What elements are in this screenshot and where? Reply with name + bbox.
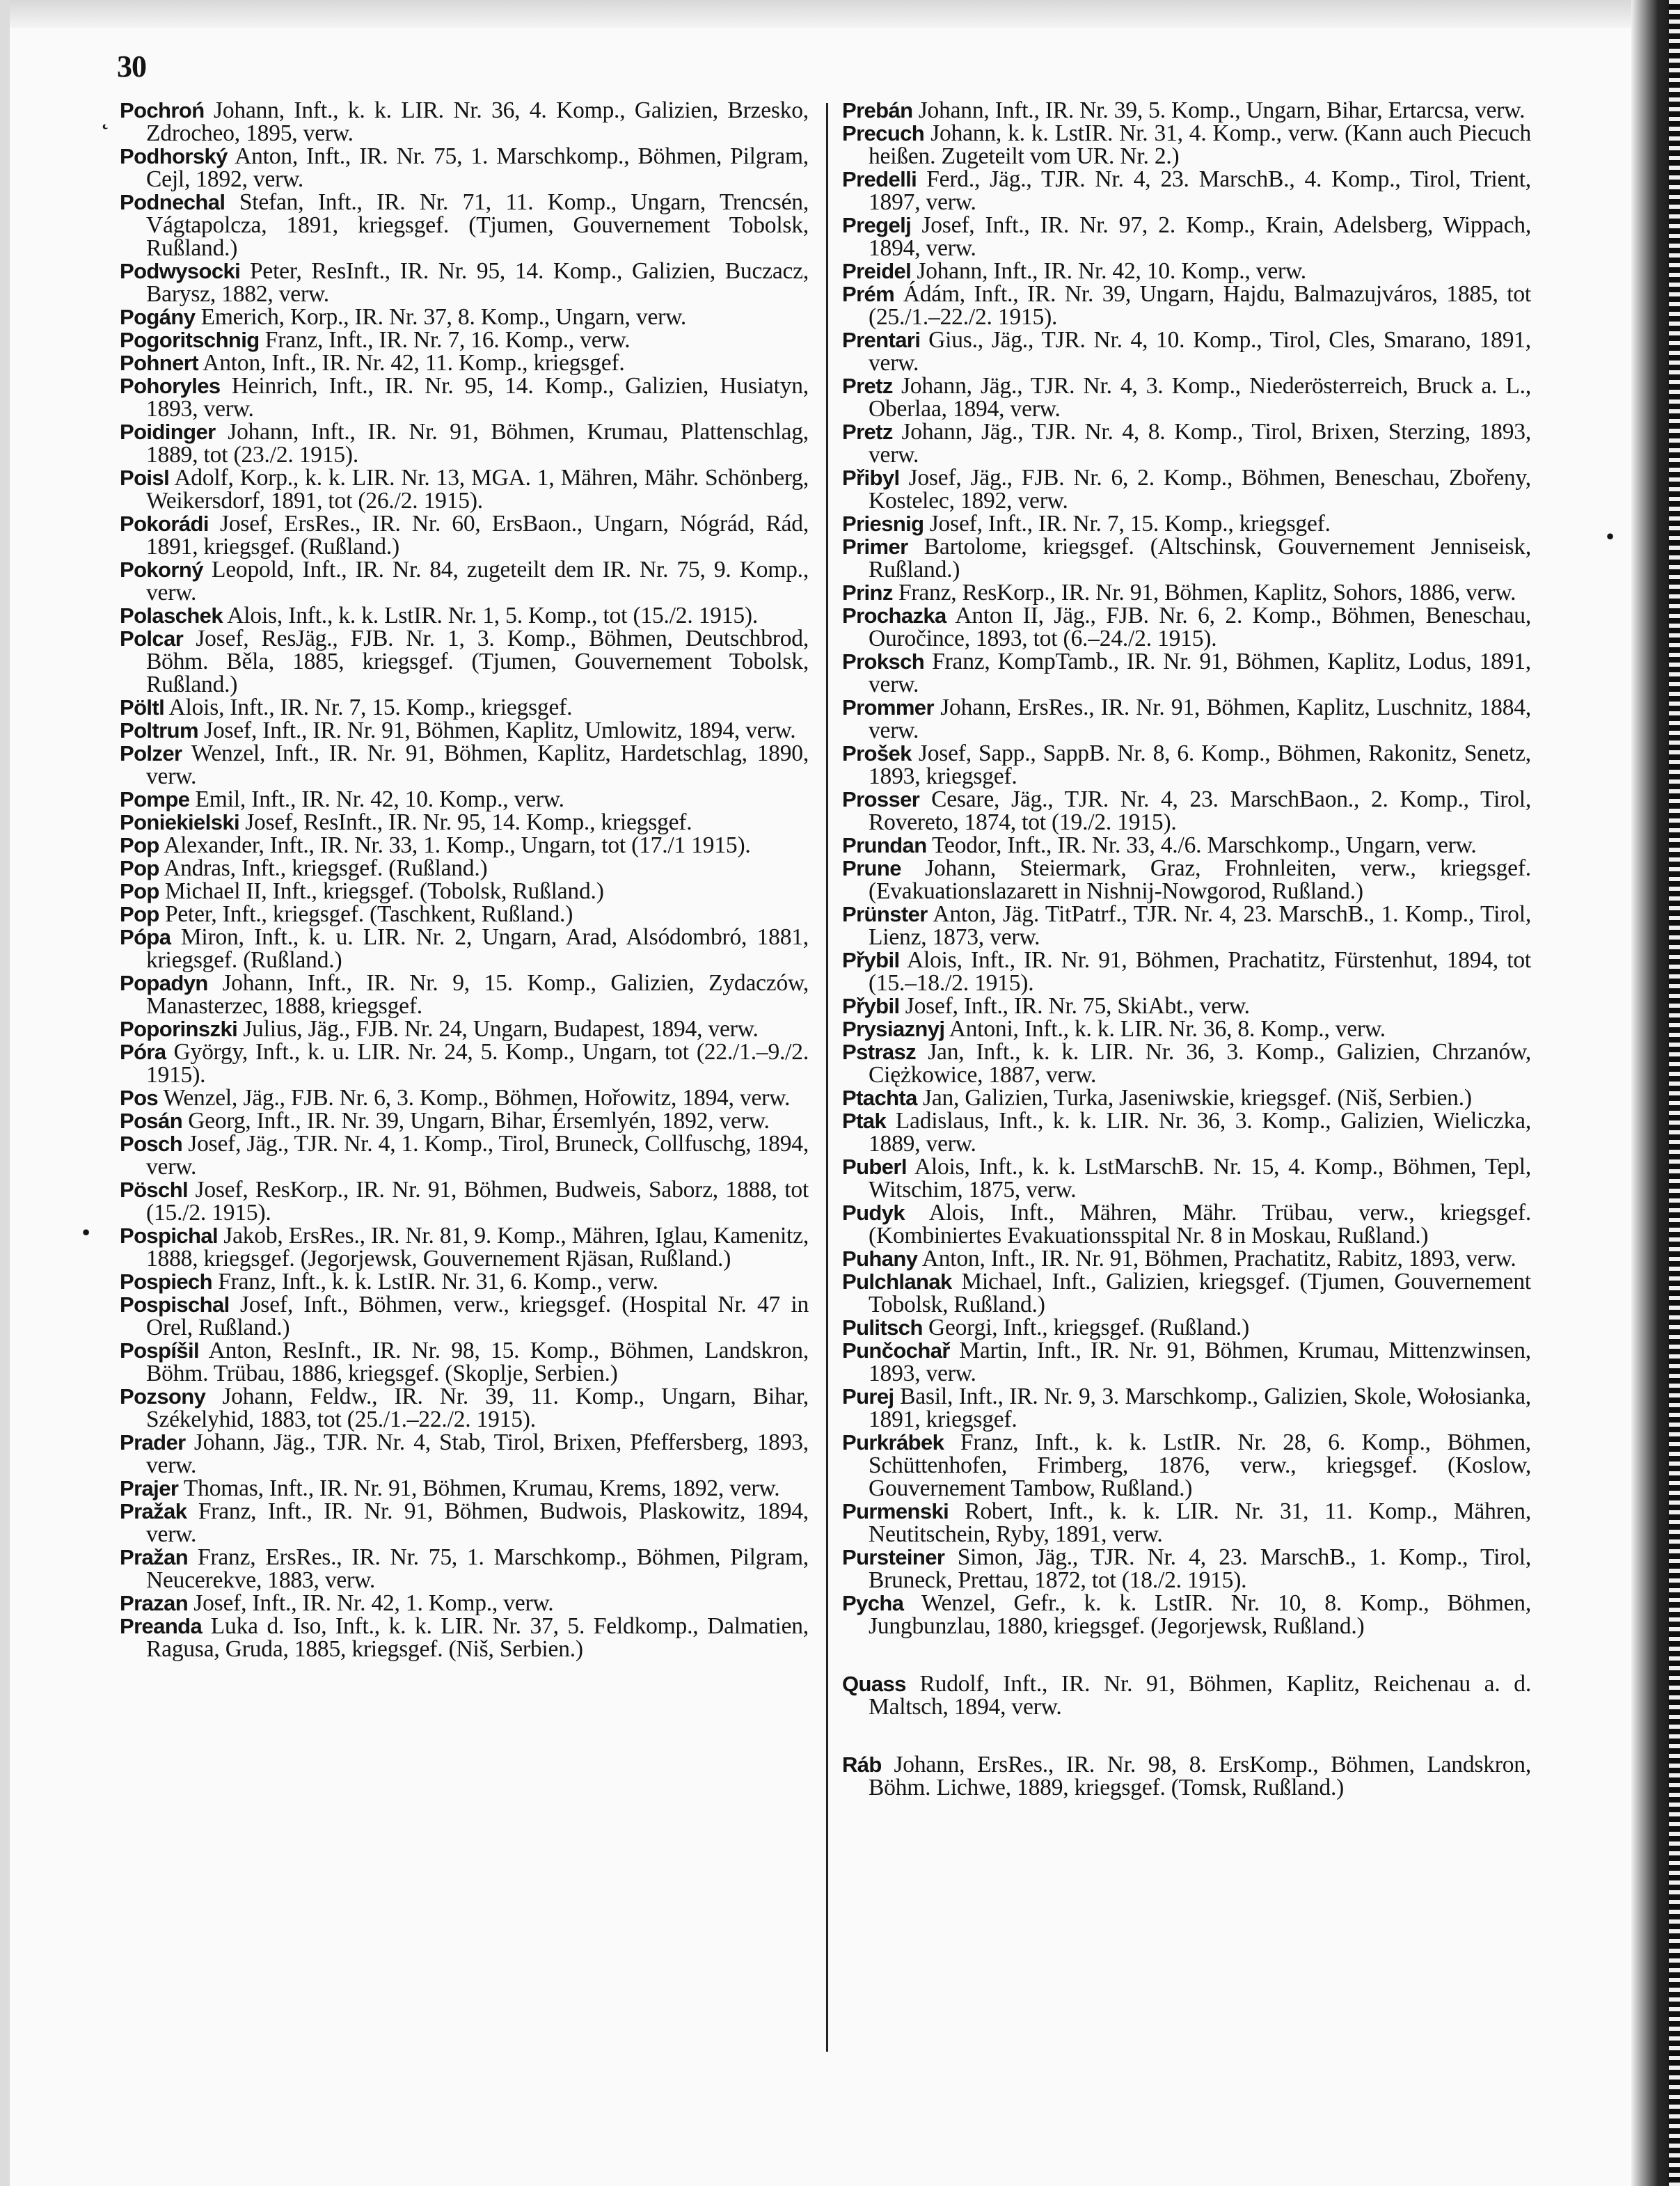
list-entry xyxy=(120,260,809,306)
entry-details: Josef, Inft., IR. Nr. 97, 2. Komp., Krain, Adelsberg, Wippach, 1894, verw. xyxy=(869,212,1531,261)
list-entry xyxy=(120,1592,809,1615)
entry-details: Emil, Inft., IR. Nr. 42, 10. Komp., verw. xyxy=(195,786,564,812)
entry-surname: Pražan xyxy=(120,1545,189,1569)
list-entry xyxy=(842,1109,1531,1155)
list-entry xyxy=(120,719,809,742)
list-entry xyxy=(120,99,809,145)
list-entry xyxy=(842,260,1531,283)
entry-details: Bartolome, kriegsgef. (Altschinsk, Gouvernement Jenniseisk, Rußland.) xyxy=(869,534,1531,583)
entry-surname: Pregelj xyxy=(842,213,912,237)
entry-surname: Proksch xyxy=(842,649,925,674)
list-entry xyxy=(842,535,1531,581)
entry-details: Andras, Inft., kriegsgef. (Rußland.) xyxy=(164,855,488,881)
list-entry xyxy=(120,1339,809,1385)
entry-surname: Puhany xyxy=(842,1246,918,1271)
entry-surname: Punčochař xyxy=(842,1338,950,1363)
entry-surname: Pozsony xyxy=(120,1384,206,1409)
list-entry xyxy=(842,949,1531,995)
list-entry xyxy=(842,1431,1531,1500)
list-entry xyxy=(842,283,1531,328)
list-entry xyxy=(842,214,1531,260)
entry-surname: Ptak xyxy=(842,1109,887,1133)
list-entry xyxy=(120,742,809,788)
entry-surname: Pópa xyxy=(120,925,171,949)
entry-details: Jan, Galizien, Turka, Jaseniwskie, kriegsgef. (Niš, Serbien.) xyxy=(922,1085,1472,1111)
list-entry xyxy=(120,926,809,972)
list-entry xyxy=(842,420,1531,466)
entry-details: Martin, Inft., IR. Nr. 91, Böhmen, Krumau, Mittenzwinsen, 1893, verw. xyxy=(869,1338,1531,1386)
entry-details: Alois, Inft., IR. Nr. 7, 15. Komp., kriegsgef. xyxy=(168,695,573,720)
entry-surname: Purkrábek xyxy=(842,1430,944,1455)
entry-details: Josef, Jäg., TJR. Nr. 4, 1. Komp., Tirol, Bruneck, Collfuschg, 1894, verw. xyxy=(146,1131,809,1180)
entry-details: Anton II, Jäg., FJB. Nr. 6, 2. Komp., Böhmen, Beneschau, Ouročince, 1893, tot (6.–24./2. 1915). xyxy=(869,603,1531,651)
entry-surname: Poisl xyxy=(120,466,170,490)
left-column xyxy=(120,99,809,1661)
entry-details: Cesare, Jäg., TJR. Nr. 4, 23. MarschBaon., 2. Komp., Tirol, Rovereto, 1874, tot (19./2. 1915). xyxy=(869,786,1531,835)
list-entry xyxy=(120,558,809,604)
list-entry xyxy=(120,604,809,627)
entry-details: Anton, ResInft., IR. Nr. 98, 15. Komp., Böhmen, Landskron, Böhm. Trübau, 1886, kriegsgef. (Skoplje, Serbien.) xyxy=(146,1338,809,1386)
entry-surname: Prentari xyxy=(842,328,921,352)
entry-surname: Poidinger xyxy=(120,420,216,444)
entry-details: Johann, Jäg., TJR. Nr. 4, Stab, Tirol, Brixen, Pfeffersberg, 1893, verw. xyxy=(146,1429,809,1478)
entry-details: Johann, Feldw., IR. Nr. 39, 11. Komp., Ungarn, Bihar, Székelyhid, 1883, tot (25./1.–22./2. 1915). xyxy=(146,1384,809,1432)
list-entry xyxy=(120,834,809,857)
entry-surname: Pražak xyxy=(120,1499,187,1523)
entry-surname: Prysiaznyj xyxy=(842,1017,945,1041)
entry-details: Johann, Jäg., TJR. Nr. 4, 3. Komp., Niederösterreich, Bruck a. L., Oberlaa, 1894, verw. xyxy=(869,373,1531,422)
entry-surname: Preanda xyxy=(120,1614,203,1638)
entry-details: Teodor, Inft., IR. Nr. 33, 4./6. Marschkomp., Ungarn, verw. xyxy=(932,832,1477,858)
entry-surname: Pöltl xyxy=(120,695,165,720)
entry-surname: Posán xyxy=(120,1109,183,1133)
entry-surname: Pöschl xyxy=(120,1178,189,1202)
entry-details: Georg, Inft., IR. Nr. 39, Ungarn, Bihar, Érsemlyén, 1892, verw. xyxy=(188,1108,770,1134)
entry-surname: Popadyn xyxy=(120,971,208,995)
entry-details: Josef, ResKorp., IR. Nr. 91, Böhmen, Budweis, Saborz, 1888, tot (15./2. 1915). xyxy=(146,1177,809,1226)
list-entry xyxy=(120,1224,809,1270)
entry-surname: Pohnert xyxy=(120,351,198,375)
list-entry xyxy=(120,420,809,466)
entry-surname: Přibyl xyxy=(842,466,900,490)
list-entry xyxy=(842,1201,1531,1247)
entry-surname: Primer xyxy=(842,534,908,559)
entry-details: Johann, ErsRes., IR. Nr. 91, Böhmen, Kaplitz, Luschnitz, 1884, verw. xyxy=(869,695,1531,743)
list-entry xyxy=(842,1546,1531,1592)
entry-surname: Pospichal xyxy=(120,1223,219,1248)
list-entry xyxy=(120,1293,809,1339)
entry-details: Antoni, Inft., k. k. LIR. Nr. 36, 8. Komp., verw. xyxy=(949,1016,1386,1042)
entry-details: Anton, Inft., IR. Nr. 75, 1. Marschkomp., Böhmen, Pilgram, Cejl, 1892, verw. xyxy=(146,143,809,192)
entry-details: Heinrich, Inft., IR. Nr. 95, 14. Komp., Galizien, Husiatyn, 1893, verw. xyxy=(146,373,809,422)
list-entry xyxy=(842,995,1531,1017)
entry-surname: Pulchlanak xyxy=(842,1269,952,1294)
list-entry xyxy=(842,1339,1531,1385)
list-entry xyxy=(120,306,809,328)
list-entry xyxy=(842,834,1531,857)
list-entry xyxy=(842,328,1531,374)
list-entry xyxy=(842,1500,1531,1546)
entry-details: Josef, Inft., IR. Nr. 75, SkiAbt., verw. xyxy=(905,993,1250,1019)
list-entry xyxy=(842,1753,1531,1799)
entry-surname: Pop xyxy=(120,902,159,926)
entry-details: Josef, ErsRes., IR. Nr. 60, ErsBaon., Ungarn, Nógrád, Rád, 1891, kriegsgef. (Rußland.) xyxy=(146,511,809,560)
entry-details: Ferd., Jäg., TJR. Nr. 4, 23. MarschB., 4. Komp., Tirol, Trient, 1897, verw. xyxy=(869,166,1531,215)
entry-surname: Pospiech xyxy=(120,1269,213,1294)
list-entry xyxy=(842,1385,1531,1431)
list-entry xyxy=(120,374,809,420)
entry-details: Wenzel, Gefr., k. k. LstIR. Nr. 10, 8. Komp., Böhmen, Jungbunzlau, 1880, kriegsgef. (Jegorjewsk, Rußland.) xyxy=(869,1590,1531,1639)
entry-surname: Polaschek xyxy=(120,603,223,628)
entry-surname: Prazan xyxy=(120,1591,189,1615)
list-entry xyxy=(120,1477,809,1500)
list-entry xyxy=(120,145,809,191)
entry-surname: Pudyk xyxy=(842,1201,905,1225)
list-entry xyxy=(120,1385,809,1431)
entry-details: György, Inft., k. u. LIR. Nr. 24, 5. Komp., Ungarn, tot (22./1.–9./2. 1915). xyxy=(146,1039,809,1088)
entry-details: Josef, ResJäg., FJB. Nr. 1, 3. Komp., Böhmen, Deutschbrod, Böhm. Běla, 1885, kriegsgef. (Tjumen, Gouvernement Tobolsk, Rußland.) xyxy=(146,626,809,697)
entry-surname: Prommer xyxy=(842,695,934,720)
entry-surname: Pochroń xyxy=(120,98,205,122)
list-entry xyxy=(842,1247,1531,1270)
entry-surname: Pursteiner xyxy=(842,1545,945,1569)
list-entry xyxy=(120,1040,809,1086)
list-entry xyxy=(120,1178,809,1224)
entry-surname: Purmenski xyxy=(842,1499,949,1523)
entry-surname: Přybil xyxy=(842,948,900,972)
list-entry xyxy=(120,696,809,719)
list-entry xyxy=(842,512,1531,535)
entry-surname: Pospischal xyxy=(120,1292,230,1317)
entry-details: Johann, Inft., IR. Nr. 9, 15. Komp., Galizien, Zydaczów, Manasterzec, 1888, kriegsgef. xyxy=(146,970,809,1019)
entry-details: Johann, Inft., k. k. LIR. Nr. 36, 4. Komp., Galizien, Brzesko, Zdrocheo, 1895, verw. xyxy=(146,97,809,146)
list-entry xyxy=(120,972,809,1017)
entry-details: Thomas, Inft., IR. Nr. 91, Böhmen, Krumau, Krems, 1892, verw. xyxy=(183,1475,780,1501)
column-divider xyxy=(826,103,828,2052)
entry-details: Franz, Inft., k. k. LstIR. Nr. 28, 6. Komp., Böhmen, Schüttenhofen, Frimberg, 1876, verw., kriegsgef. (Koslow, Gouvernement Tambow, Rußland.) xyxy=(869,1429,1531,1501)
entry-details: Simon, Jäg., TJR. Nr. 4, 23. MarschB., 1. Komp., Tirol, Bruneck, Prettau, 1872, tot (18./2. 1915). xyxy=(869,1544,1531,1593)
list-entry xyxy=(842,903,1531,949)
list-entry xyxy=(842,581,1531,604)
entry-details: Georgi, Inft., kriegsgef. (Rußland.) xyxy=(928,1315,1250,1340)
entry-surname: Pompe xyxy=(120,787,190,811)
entry-details: Josef, ResInft., IR. Nr. 95, 14. Komp., kriegsgef. xyxy=(245,809,692,835)
entry-surname: Purej xyxy=(842,1384,894,1409)
entry-surname: Polcar xyxy=(120,626,184,651)
entry-details: Luka d. Iso, Inft., k. k. LIR. Nr. 37, 5. Feldkomp., Dalmatien, Ragusa, Gruda, 1885, kriegsgef. (Niš, Serbien.) xyxy=(146,1613,809,1662)
list-entry xyxy=(120,1017,809,1040)
entry-details: Alois, Inft., k. k. LstMarschB. Nr. 15, 4. Komp., Böhmen, Tepl, Witschim, 1875, verw. xyxy=(869,1154,1531,1203)
entry-surname: Pospíšil xyxy=(120,1338,200,1363)
entry-surname: Prém xyxy=(842,282,895,306)
list-entry xyxy=(120,1431,809,1477)
entry-details: Anton, Jäg. TitPatrf., TJR. Nr. 4, 23. MarschB., 1. Komp., Tirol, Lienz, 1873, verw. xyxy=(869,901,1532,950)
entry-surname: Pokorný xyxy=(120,557,203,582)
margin-dot: • xyxy=(1606,523,1615,548)
entry-details: Peter, ResInft., IR. Nr. 95, 14. Komp., Galizien, Buczacz, Barysz, 1882, verw. xyxy=(146,258,809,307)
list-entry xyxy=(842,1155,1531,1201)
entry-details: Josef, Inft., Böhmen, verw., kriegsgef. (Hospital Nr. 47 in Orel, Rußland.) xyxy=(146,1292,809,1340)
entry-surname: Podwysocki xyxy=(120,259,241,283)
scan-left-edge xyxy=(0,0,10,2186)
entry-details: Emerich, Korp., IR. Nr. 37, 8. Komp., Ungarn, verw. xyxy=(200,304,687,330)
list-entry xyxy=(842,1316,1531,1339)
list-entry xyxy=(120,191,809,260)
list-entry xyxy=(842,122,1531,168)
entry-surname: Podhorský xyxy=(120,144,228,168)
entry-surname: Prünster xyxy=(842,902,928,926)
entry-surname: Pos xyxy=(120,1086,159,1110)
list-entry xyxy=(120,857,809,880)
entry-details: Ádám, Inft., IR. Nr. 39, Ungarn, Hajdu, Balmazujváros, 1885, tot (25./1.–22./2. 1915). xyxy=(869,281,1531,330)
entry-details: Rudolf, Inft., IR. Nr. 91, Böhmen, Kaplitz, Reichenau a. d. Maltsch, 1894, verw. xyxy=(869,1671,1531,1720)
entry-details: Anton, Inft., IR. Nr. 42, 11. Komp., kriegsgef. xyxy=(203,350,625,376)
entry-details: Miron, Inft., k. u. LIR. Nr. 2, Ungarn, Arad, Alsódombró, 1881, kriegsgef. (Rußland.) xyxy=(146,924,809,973)
entry-details: Johann, Jäg., TJR. Nr. 4, 8. Komp., Tirol, Brixen, Sterzing, 1893, verw. xyxy=(869,419,1531,468)
list-entry xyxy=(120,1546,809,1592)
list-entry xyxy=(120,1086,809,1109)
entry-surname: Pulitsch xyxy=(842,1315,923,1340)
list-entry xyxy=(842,604,1531,650)
list-entry xyxy=(120,328,809,351)
list-entry xyxy=(842,1040,1531,1086)
entry-surname: Pop xyxy=(120,856,159,880)
list-entry xyxy=(842,650,1531,696)
entry-details: Jakob, ErsRes., IR. Nr. 81, 9. Komp., Mähren, Iglau, Kamenitz, 1888, kriegsgef. (Jegorjewsk, Gouvernement Rjäsan, Rußland.) xyxy=(146,1223,809,1272)
list-entry xyxy=(842,1086,1531,1109)
entry-details: Ladislaus, Inft., k. k. LIR. Nr. 36, 3. Komp., Galizien, Wieliczka, 1889, verw. xyxy=(869,1108,1531,1157)
list-entry xyxy=(120,1500,809,1546)
scan-top-edge xyxy=(0,0,1680,28)
entry-surname: Pstrasz xyxy=(842,1040,917,1064)
entry-surname: Prochazka xyxy=(842,603,946,628)
list-entry xyxy=(842,857,1531,903)
entry-surname: Prebán xyxy=(842,98,913,122)
entry-surname: Pop xyxy=(120,833,159,857)
entry-surname: Póra xyxy=(120,1040,166,1064)
entry-surname: Ráb xyxy=(842,1752,882,1777)
entry-details: Michael, Inft., Galizien, kriegsgef. (Tjumen, Gouvernement Tobolsk, Rußland.) xyxy=(869,1269,1531,1317)
list-entry xyxy=(120,1615,809,1661)
entry-details: Anton, Inft., IR. Nr. 91, Böhmen, Prachatitz, Rabitz, 1893, verw. xyxy=(921,1246,1516,1272)
entry-details: Robert, Inft., k. k. LIR. Nr. 31, 11. Komp., Mähren, Neutitschein, Ryby, 1891, verw. xyxy=(869,1498,1531,1547)
list-entry xyxy=(120,1132,809,1178)
entry-details: Franz, Inft., IR. Nr. 7, 16. Komp., verw. xyxy=(264,327,631,353)
list-entry xyxy=(120,903,809,926)
entry-surname: Posch xyxy=(120,1132,183,1156)
entry-details: Wenzel, Inft., IR. Nr. 91, Böhmen, Kaplitz, Hardetschlag, 1890, verw. xyxy=(146,740,809,789)
list-entry xyxy=(842,696,1531,742)
list-entry xyxy=(120,466,809,512)
entry-details: Alois, Inft., k. k. LstIR. Nr. 1, 5. Komp., tot (15./2. 1915). xyxy=(227,603,759,628)
entry-details: Peter, Inft., kriegsgef. (Taschkent, Rußland.) xyxy=(164,901,573,927)
list-entry xyxy=(842,374,1531,420)
margin-mark: ˛ xyxy=(102,104,109,129)
entry-details: Basil, Inft., IR. Nr. 9, 3. Marschkomp., Galizien, Skole, Wołosianka, 1891, kriegsgef. xyxy=(869,1384,1531,1432)
list-entry xyxy=(842,788,1531,834)
list-entry xyxy=(120,788,809,811)
entry-details: Johann, Inft., IR. Nr. 91, Böhmen, Krumau, Plattenschlag, 1889, tot (23./2. 1915). xyxy=(146,419,809,468)
list-entry xyxy=(120,880,809,903)
entry-details: Wenzel, Jäg., FJB. Nr. 6, 3. Komp., Böhmen, Hořowitz, 1894, verw. xyxy=(163,1085,791,1111)
entry-details: Julius, Jäg., FJB. Nr. 24, Ungarn, Budapest, 1894, verw. xyxy=(243,1016,759,1042)
entry-surname: Pycha xyxy=(842,1591,904,1615)
entry-details: Franz, Inft., k. k. LstIR. Nr. 31, 6. Komp., verw. xyxy=(218,1269,658,1294)
list-entry xyxy=(842,99,1531,122)
entry-details: Josef, Jäg., FJB. Nr. 6, 2. Komp., Böhmen, Beneschau, Zbořeny, Kostelec, 1892, verw. xyxy=(869,465,1531,514)
entry-details: Johann, Inft., IR. Nr. 39, 5. Komp., Ungarn, Bihar, Ertarcsa, verw. xyxy=(918,97,1526,123)
list-entry xyxy=(120,512,809,558)
entry-surname: Pokorádi xyxy=(120,512,209,536)
entry-surname: Prundan xyxy=(842,833,927,857)
list-entry xyxy=(120,627,809,696)
entry-surname: Prosser xyxy=(842,787,920,811)
entry-surname: Prajer xyxy=(120,1476,179,1500)
entry-surname: Pogány xyxy=(120,305,196,329)
scan-border-ticks xyxy=(1669,0,1680,2186)
entry-details: Johann, Inft., IR. Nr. 42, 10. Komp., verw. xyxy=(917,258,1306,284)
entry-details: Johann, ErsRes., IR. Nr. 98, 8. ErsKomp., Böhmen, Landskron, Böhm. Lichwe, 1889, kriegsgef. (Tomsk, Rußland.) xyxy=(869,1752,1531,1800)
entry-details: Alois, Inft., Mähren, Mähr. Trübau, verw., kriegsgef. (Kombiniertes Evakuationsspital Nr. 8 in Moskau, Rußland.) xyxy=(869,1200,1531,1249)
entry-surname: Podnechal xyxy=(120,190,225,214)
entry-details: Leopold, Inft., IR. Nr. 84, zugeteilt dem IR. Nr. 75, 9. Komp., verw. xyxy=(146,557,809,605)
entry-surname: Pop xyxy=(120,879,159,903)
entry-details: Jan, Inft., k. k. LIR. Nr. 36, 3. Komp., Galizien, Chrzanów, Ciężkowice, 1887, verw. xyxy=(869,1039,1531,1088)
entry-surname: Prošek xyxy=(842,741,912,766)
entry-surname: Ptachta xyxy=(842,1086,917,1110)
entry-details: Josef, Inft., IR. Nr. 91, Böhmen, Kaplitz, Umlowitz, 1894, verw. xyxy=(204,718,796,743)
entry-surname: Prune xyxy=(842,856,901,880)
entry-details: Johann, Steiermark, Graz, Frohnleiten, verw., kriegsgef. (Evakuationslazarett in Nishnij-Nowgorod, Rußland.) xyxy=(869,855,1531,904)
entry-details: Adolf, Korp., k. k. LIR. Nr. 13, MGA. 1, Mähren, Mähr. Schönberg, Weikersdorf, 1891, tot (26./2. 1915). xyxy=(146,465,809,514)
entry-details: Franz, KompTamb., IR. Nr. 91, Böhmen, Kaplitz, Lodus, 1891, verw. xyxy=(869,649,1531,697)
list-entry xyxy=(842,1017,1531,1040)
list-entry xyxy=(842,168,1531,214)
list-entry xyxy=(120,351,809,374)
entry-surname: Poporinszki xyxy=(120,1017,238,1041)
entry-surname: Pretz xyxy=(842,374,893,398)
entry-details: Alois, Inft., IR. Nr. 91, Böhmen, Prachatitz, Fürstenhut, 1894, tot (15.–18./2. 1915). xyxy=(869,947,1532,996)
entry-surname: Prader xyxy=(120,1430,186,1455)
list-entry xyxy=(842,1592,1531,1638)
entry-surname: Poltrum xyxy=(120,718,198,743)
entry-surname: Precuch xyxy=(842,121,925,145)
entry-details: Alexander, Inft., IR. Nr. 33, 1. Komp., Ungarn, tot (17./1 1915). xyxy=(164,832,751,858)
entry-surname: Přybil xyxy=(842,994,900,1018)
entry-details: Johann, k. k. LstIR. Nr. 31, 4. Komp., verw. (Kann auch Piecuch heißen. Zugeteilt vom UR. Nr. 2.) xyxy=(869,120,1531,169)
list-entry xyxy=(842,742,1531,788)
entry-surname: Predelli xyxy=(842,167,917,191)
list-entry xyxy=(842,1270,1531,1316)
entry-details: Josef, Sapp., SappB. Nr. 8, 6. Komp., Böhmen, Rakonitz, Senetz, 1893, kriegsgef. xyxy=(869,740,1531,789)
entry-surname: Pretz xyxy=(842,420,893,444)
entry-surname: Poniekielski xyxy=(120,810,240,834)
entry-surname: Quass xyxy=(842,1672,906,1696)
entry-surname: Pogoritschnig xyxy=(120,328,260,352)
entry-surname: Puberl xyxy=(842,1155,907,1179)
entry-surname: Polzer xyxy=(120,741,182,766)
entry-surname: Prinz xyxy=(842,580,893,605)
entry-details: Josef, Inft., IR. Nr. 7, 15. Komp., kriegsgef. xyxy=(929,511,1331,537)
list-entry xyxy=(842,1672,1531,1718)
list-entry xyxy=(120,811,809,834)
entry-details: Franz, Inft., IR. Nr. 91, Böhmen, Budwois, Plaskowitz, 1894, verw. xyxy=(146,1498,809,1547)
margin-dot: • xyxy=(82,1219,90,1244)
list-entry xyxy=(120,1270,809,1293)
page-number: 30 xyxy=(117,49,146,84)
entry-surname: Preidel xyxy=(842,259,912,283)
entry-details: Josef, Inft., IR. Nr. 42, 1. Komp., verw. xyxy=(193,1590,554,1616)
list-entry xyxy=(842,466,1531,512)
entry-surname: Pohoryles xyxy=(120,374,221,398)
list-entry xyxy=(120,1109,809,1132)
entry-surname: Priesnig xyxy=(842,512,924,536)
entry-details: Stefan, Inft., IR. Nr. 71, 11. Komp., Ungarn, Trencsén, Vágtapolcza, 1891, kriegsgef. (Tjumen, Gouvernement Tobolsk, Rußland.) xyxy=(146,189,809,261)
entry-details: Franz, ErsRes., IR. Nr. 75, 1. Marschkomp., Böhmen, Pilgram, Neucerekve, 1883, verw. xyxy=(146,1544,809,1593)
entry-details: Franz, ResKorp., IR. Nr. 91, Böhmen, Kaplitz, Sohors, 1886, verw. xyxy=(898,580,1516,605)
entry-details: Gius., Jäg., TJR. Nr. 4, 10. Komp., Tirol, Cles, Smarano, 1891, verw. xyxy=(869,327,1531,376)
right-column xyxy=(842,99,1531,1799)
entry-details: Michael II, Inft., kriegsgef. (Tobolsk, Rußland.) xyxy=(164,878,604,904)
